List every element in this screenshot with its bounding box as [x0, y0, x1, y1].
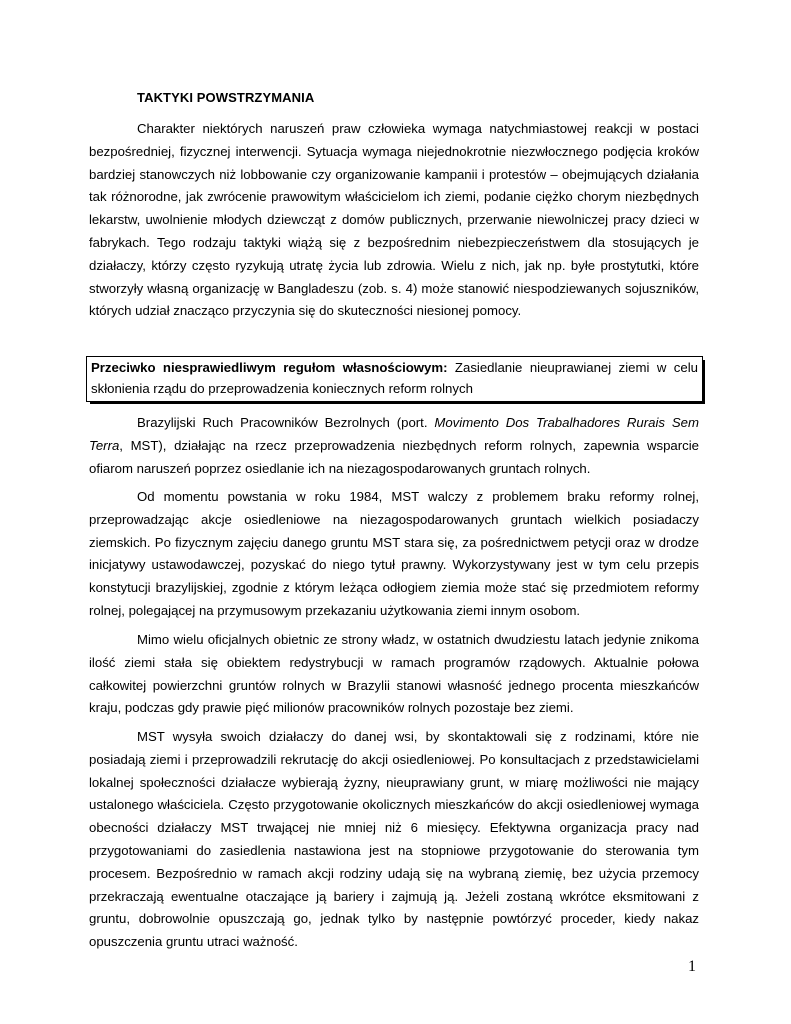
callout-box — [86, 356, 703, 402]
box-shadow-bottom — [90, 402, 705, 404]
callout-text: Zasiedlanie nieuprawianej ziemi w celu skłonienia rządu do przeprowadzenia koniecznych reform rolnych — [91, 360, 698, 396]
mst-paragraph — [89, 412, 699, 480]
paragraph-history: Od momentu powstania w roku 1984, MST walczy z problemem braku reformy rolnej, przeprowadzając akcje osiedleniowe na niezagospodarowanych gruntach wielkich posiadaczy ziemskich. Po fizycznym zajęciu danego gruntu MST stara się, za pośrednictwem petycji oraz w drodze inicjatywy ustawodawczej, pozyskać do niego tytuł prawny. Wykorzystywany jest w tym celu przepis konstytucji brazylijskiej, zgodnie z którym leżąca odłogiem ziemia może stać się przedmiotem reformy rolnej, polegającej na przymusowym przekazaniu użytkowania ziemi innym osobom. — [89, 489, 699, 618]
mst-paragraph-end: , MST), działając na rzecz przeprowadzenia niezbędnych reform rolnych, zapewnia wsparcie ofiarom naruszeń poprzez osiedlanie ich na niezagospodarowanych gruntach rolnych. — [89, 437, 699, 476]
mst-paragraph-start: Brazylijski Ruch Pracowników Bezrolnych (port. — [137, 415, 435, 430]
callout-lead: Przeciwko niesprawiedliwym regułom własnościowym: — [91, 360, 448, 375]
paragraph-method: MST wysyła swoich działaczy do danej wsi, by skontaktowali się z rodzinami, które nie posiadają ziemi i przeprowadzili rekrutację do akcji osiedleniowej. Po konsultacjach z przedstawicielami lokalnej społeczności działacze wybierają żyzny, nieuprawiany grunt, w miarę możliwości nie mający ustalonego właściciela. Często przygotowanie okolicznych mieszkańców do akcji osiedleniowej wymaga obecności działaczy MST trwającej nie mniej niż 6 miesięcy. Efektywna organizacja pracy nad przygotowaniami do zasiedlenia nastawiona jest na stopniowe przygotowanie do sterowania tym procesem. Bezpośrednio w ramach akcji rodziny udają się na wybraną ziemię, bez użycia przemocy przekraczają ewentualne otaczające ją bariery i zajmują ją. Jeżeli zostaną wkrótce eksmitowani z gruntu, dobrowolnie opuszczają go, jednak tylko by następnie powtórzyć proceder, kiedy nakaz opuszczenia gruntu utraci ważność. — [89, 729, 699, 950]
paragraph-redistribution: Mimo wielu oficjalnych obietnic ze strony władz, w ostatnich dwudziestu latach jedynie znikoma ilość ziemi stała się obiektem redystrybucji w ramach programów rządowych. Aktualnie połowa całkowitej powierzchni gruntów rolnych w Brazylii stanowi własność jednego procenta mieszkańców kraju, podczas gdy prawie pięć milionów pracowników rolnych pozostaje bez ziemi. — [89, 632, 699, 716]
section-heading: TAKTYKI POWSTRZYMANIA — [137, 90, 315, 105]
page-number: 1 — [688, 958, 696, 975]
mst-portuguese-name: Movimento Dos Trabalhadores Rurais Sem Terra — [89, 415, 699, 453]
box-shadow-right — [703, 360, 705, 404]
intro-paragraph: Charakter niektórych naruszeń praw człowieka wymaga natychmiastowej reakcji w postaci bezpośredniej, fizycznej interwencji. Sytuacja wymaga niejednokrotnie niezwłocznego podjęcia kroków bardziej stanowczych niż lobbowanie czy organizowanie kampanii i protestów – obejmujących działania tak różnorodne, jak zwrócenie prawowitym właścicielom ich ziemi, podanie ciężko chorym niezbędnych lekarstw, uwolnienie młodych dziewcząt z domów publicznych, przerwanie niewolniczej pracy dzieci w fabrykach. Tego rodzaju taktyki wiążą się z bezpośrednim niebezpieczeństwem dla stosujących je działaczy, którzy często ryzykują utratę życia lub zdrowia. Wielu z nich, jak np. byłe prostytutki, które stworzyły własną organizację w Bangladeszu (zob. s. 4) może stanowić niespodziewanych sojuszników, których udział znacząco przyczynia się do skuteczności niesionej pomocy. — [89, 121, 699, 319]
